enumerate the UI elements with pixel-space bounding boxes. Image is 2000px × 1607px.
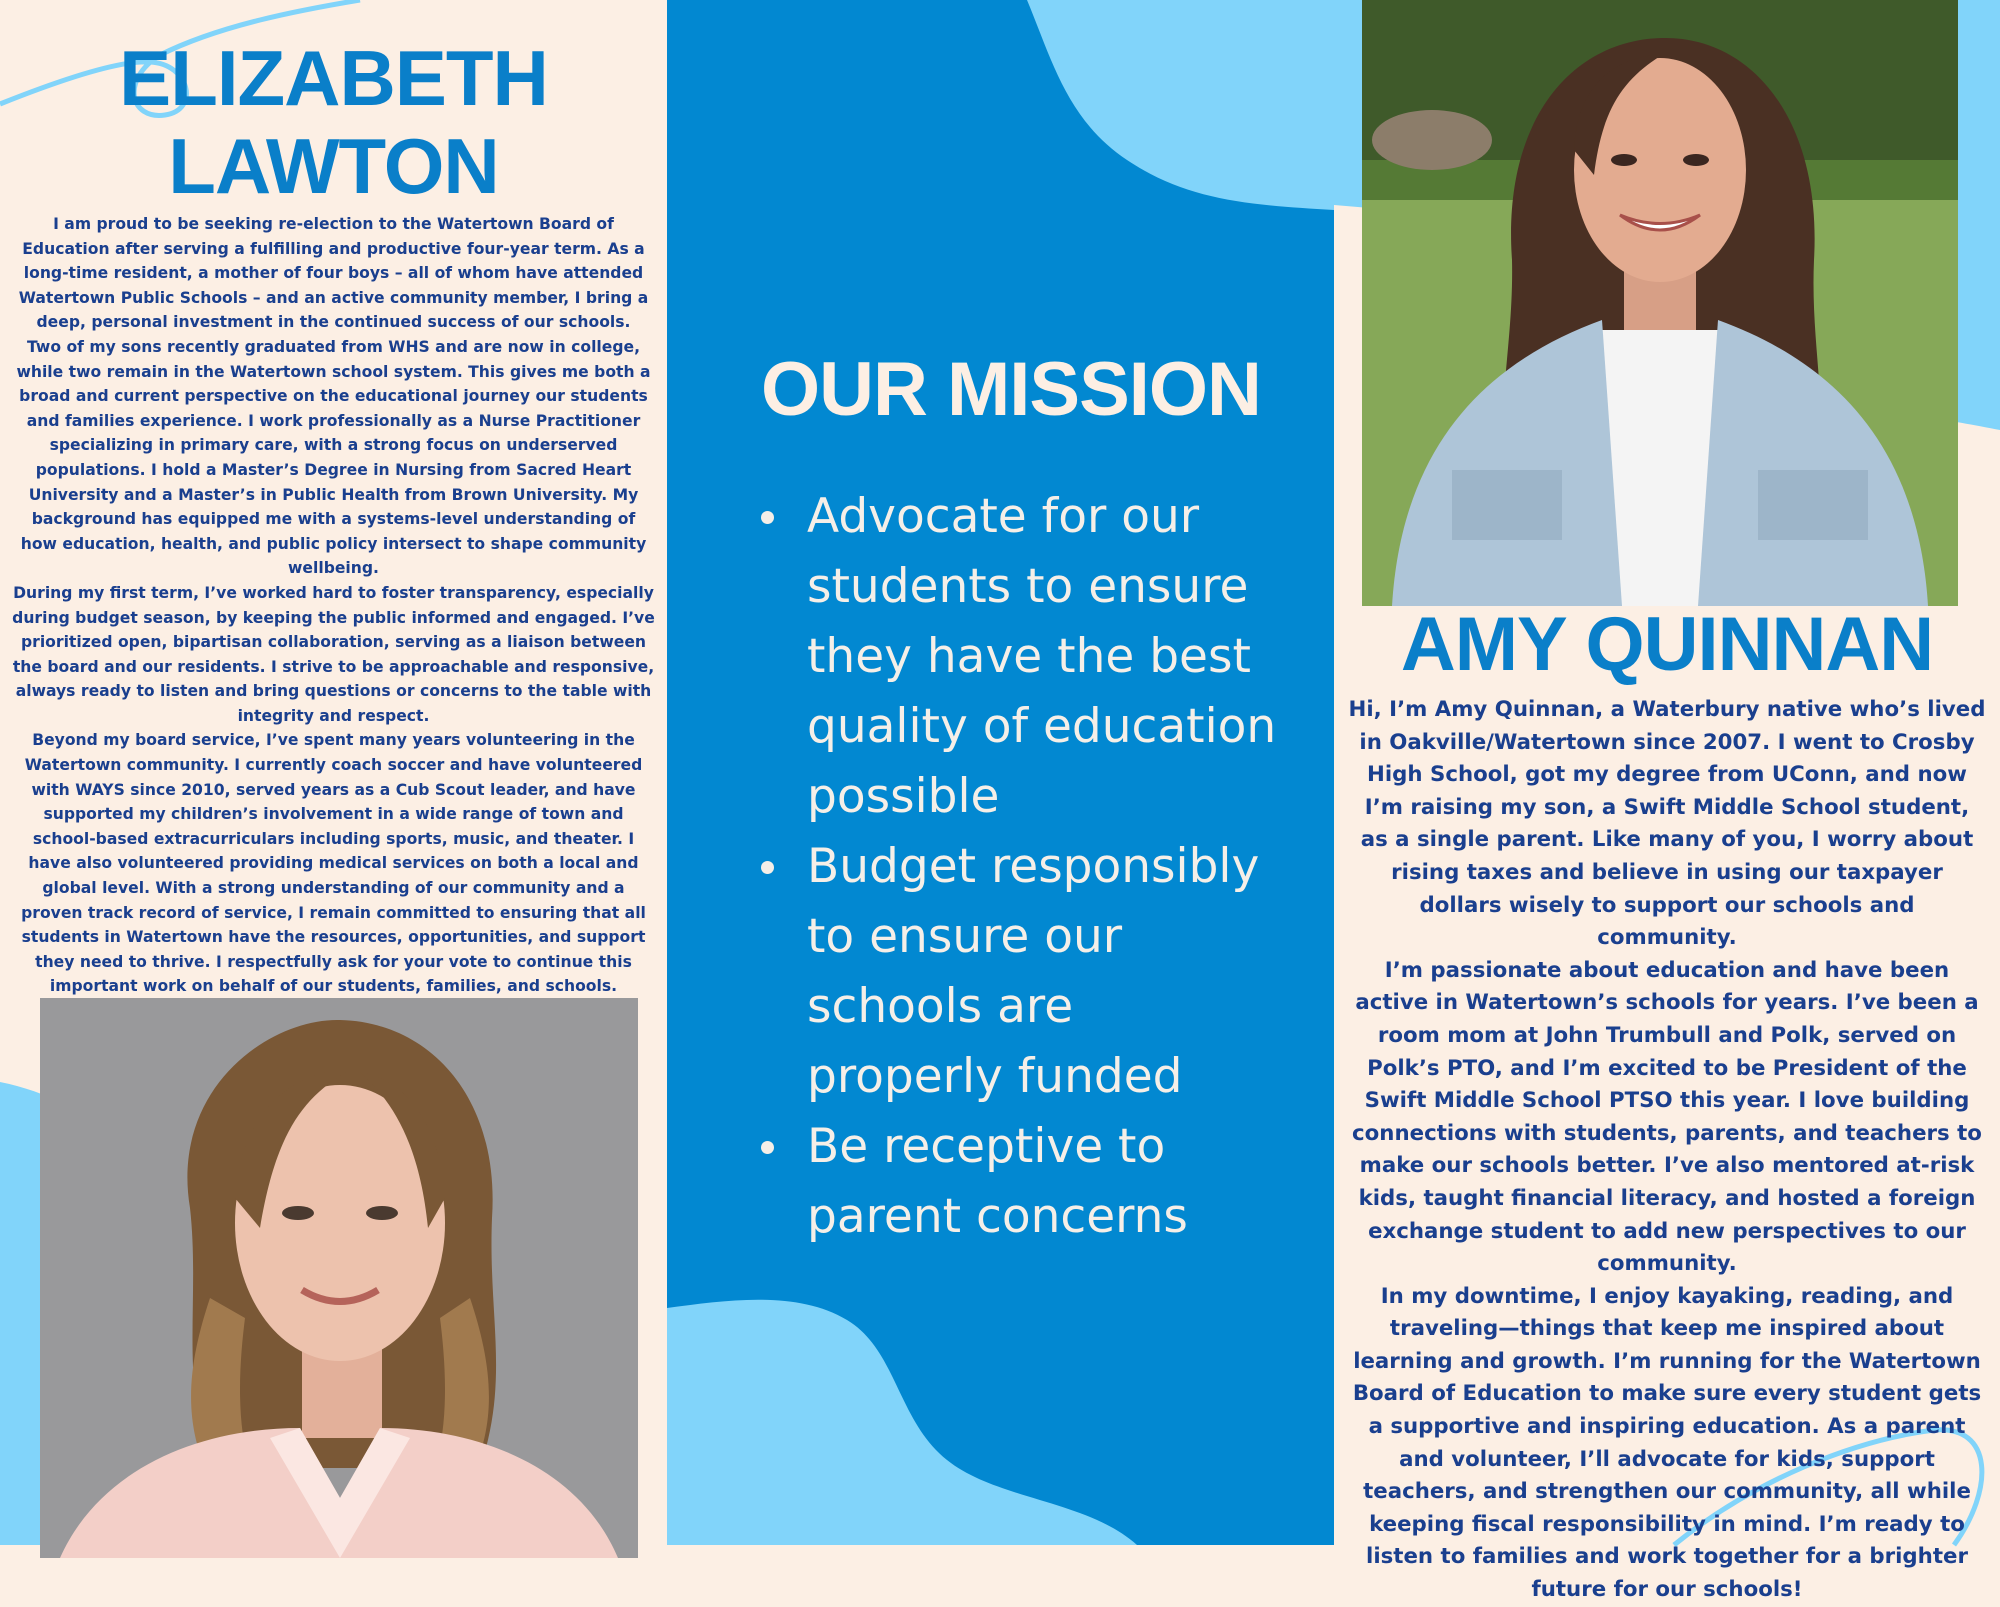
candidate-name-amy-quinnan: AMY QUINNAN xyxy=(1400,602,1934,687)
name-last: LAWTON xyxy=(168,122,499,210)
candidate-name-elizabeth-lawton xyxy=(0,34,667,210)
name-first: ELIZABETH xyxy=(119,34,548,122)
right-panel xyxy=(1334,0,2000,1603)
amy-bio xyxy=(1348,694,1986,1607)
bio-paragraph: In my downtime, I enjoy kayaking, reading, and traveling—things that keep me inspired about learning and growth. I’m running for the Watertown Board of Education to make sure every student gets a supportive and inspiring education. As a parent and volunteer, I’ll advocate for kids, support teachers, and strengthen our community, all while keeping fiscal responsibility in mind. I’m ready to listen to families and work together for a brighter future for our schools! xyxy=(1352,1283,1982,1603)
bio-paragraph: I’m passionate about education and have been active in Watertown’s schools for years. I’ve been a room mom at John Trumbull and Polk, served on Polk’s PTO, and I’m excited to be President of the Swift Middle School PTSO this year. I love building connections with students, parents, and teachers to make our schools better. I’ve also mentored at-risk kids, taught financial literacy, and hosted a foreign exchange student to add new perspectives to our community. xyxy=(1352,957,1982,1277)
mission-list xyxy=(757,482,1277,1252)
bio-paragraph: I am proud to be seeking re-election to the Watertown Board of Education after serving a fulfilling and productive four-year term. As a long-time resident, a mother of four boys – all of whom have attended Watertown Public Schools – and an active community member, I bring a deep, personal investment in the continued success of our schools. xyxy=(18,215,649,332)
mission-title: OUR MISSION xyxy=(761,347,1261,432)
middle-panel xyxy=(667,0,1334,1545)
bio-paragraph: Two of my sons recently graduated from WHS and are now in college, while two remain in the Watertown school system. This gives me both a broad and current perspective on the educational journey our students and families experience. I work professionally as a Nurse Practitioner specializing in primary care, with a strong focus on underserved populations. I hold a Master’s Degree in Nursing from Sacred Heart University and a Master’s in Public Health from Brown University. My background has equipped me with a systems-level understanding of how education, health, and public policy intersect to shape community wellbeing. xyxy=(16,337,651,578)
bio-paragraph: Beyond my board service, I’ve spent many years volunteering in the Watertown community. I currently coach soccer and have volunteered with WAYS since 2010, served years as a Cub Scout leader, and have supported my children’s involvement in a wide range of town and school-based extracurriculars including sports, music, and theater. I have also volunteered providing medical services on both a local and global level. With a strong understanding of our community and a proven track record of service, I remain committed to ensuring that all students in Watertown have the resources, opportunities, and support they need to thrive. I respectfully ask for your vote to continue this important work on behalf of our students, families, and schools. xyxy=(21,731,646,996)
bio-paragraph: During my first term, I’ve worked hard to foster transparency, especially during budget season, by keeping the public informed and engaged. I’ve prioritized open, bipartisan collaboration, serving as a liaison between the board and our residents. I strive to be approachable and responsive, always ready to listen and bring questions or concerns to the table with integrity and respect. xyxy=(12,583,655,725)
amy-quinnan-photo xyxy=(1362,0,1958,606)
mission-item: Be receptive to parent concerns xyxy=(757,1112,1277,1252)
mission-item: Advocate for our students to ensure they have the best quality of education possible xyxy=(757,482,1277,832)
mission-item: Budget responsibly to ensure our schools are properly funded xyxy=(757,832,1277,1112)
bio-paragraph: Hi, I’m Amy Quinnan, a Waterbury native who’s lived in Oakville/Watertown since 2007. I went to Crosby High School, got my degree from UConn, and now I’m raising my son, a Swift Middle School student, as a single parent. Like many of you, I worry about rising taxes and believe in using our taxpayer dollars wisely to support our schools and community. xyxy=(1348,697,1986,951)
elizabeth-bio xyxy=(12,212,655,999)
elizabeth-lawton-photo xyxy=(40,998,638,1558)
left-panel xyxy=(0,0,667,1545)
